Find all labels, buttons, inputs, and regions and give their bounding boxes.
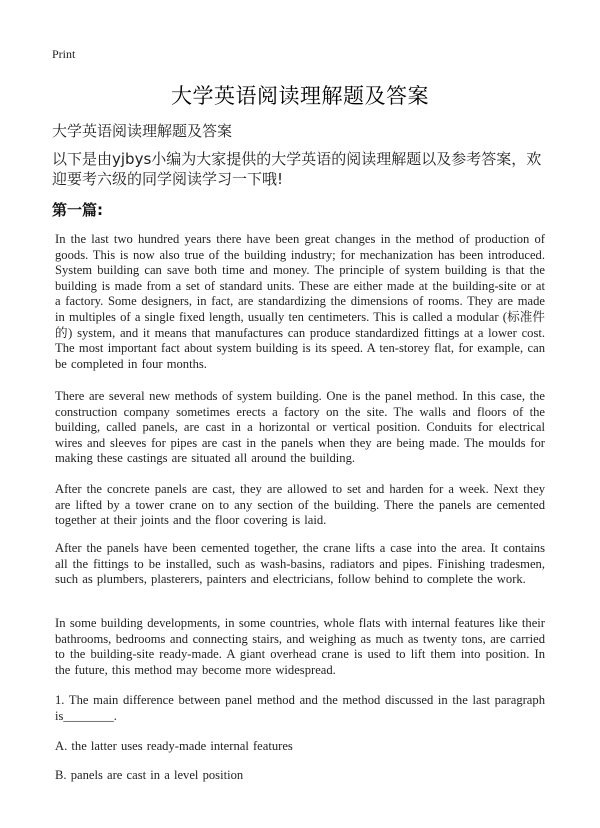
document-subtitle: 大学英语阅读理解题及答案 <box>52 122 233 140</box>
question-1-stem: 1. The main difference between panel method and the method discussed in the last paragraph is________. <box>55 693 545 723</box>
passage-paragraph-2: There are several new methods of system building. One is the panel method. In this case, the construction company sometimes erects a factory on the site. The walls and floors of the building, called panels, are cast in a horizontal or vertical position. Conduits for electrical wires and sleeves for pipes are cast in the panels when they are being made. The moulds for making these castings are situated all around the building. <box>55 389 545 466</box>
passage-paragraph-4: After the panels have been cemented together, the crane lifts a case into the area. It contains all the fittings to be installed, such as wash-basins, radiators and pipes. Finishing tradesmen, such as plumbers, plasterers, painters and electricians, follow behind to complete the work. <box>55 541 545 587</box>
question-1-option-a: A. the latter uses ready-made internal features <box>55 739 293 753</box>
section-heading: 第一篇: <box>52 201 103 219</box>
question-1-option-b: B. panels are cast in a level position <box>55 768 244 782</box>
passage-paragraph-5: In some building developments, in some countries, whole flats with internal features like their bathrooms, bedrooms and connecting stairs, and weighing as much as twenty tons, are carried to the building-site ready-made. A giant overhead crane is used to lift them into position. In the future, this method may become more widespread. <box>55 616 545 677</box>
passage-paragraph-3: After the concrete panels are cast, they are allowed to set and harden for a week. Next they are lifted by a tower crane on to any section of the building. There the panels are cemented together at their joints and the floor covering is laid. <box>55 482 545 528</box>
print-link[interactable]: Print <box>52 47 76 61</box>
intro-paragraph: 以下是由yjbys小编为大家提供的大学英语的阅读理解题以及参考答案，欢迎要考六级的同学阅读学习一下哦! <box>52 150 542 188</box>
page-title: 大学英语阅读理解题及答案 <box>171 84 429 108</box>
passage-paragraph-1: In the last two hundred years there have been great changes in the method of production of goods. This is now also true of the building industry; for mechanization has been introduced. System building can save both time and money. The principle of system building is that the building is made from a set of standard units. These are either made at the building-site or at a factory. Some designers, in fact, are standardizing the dimensions of rooms. They are made in multiples of a single fixed length, usually ten centimeters. This is called a modular (标准件的) system, and it means that manufactures can produce standardized fittings at a lower cost. The most important fact about system building is its speed. A ten-storey flat, for example, can be completed in four months. <box>55 232 545 371</box>
